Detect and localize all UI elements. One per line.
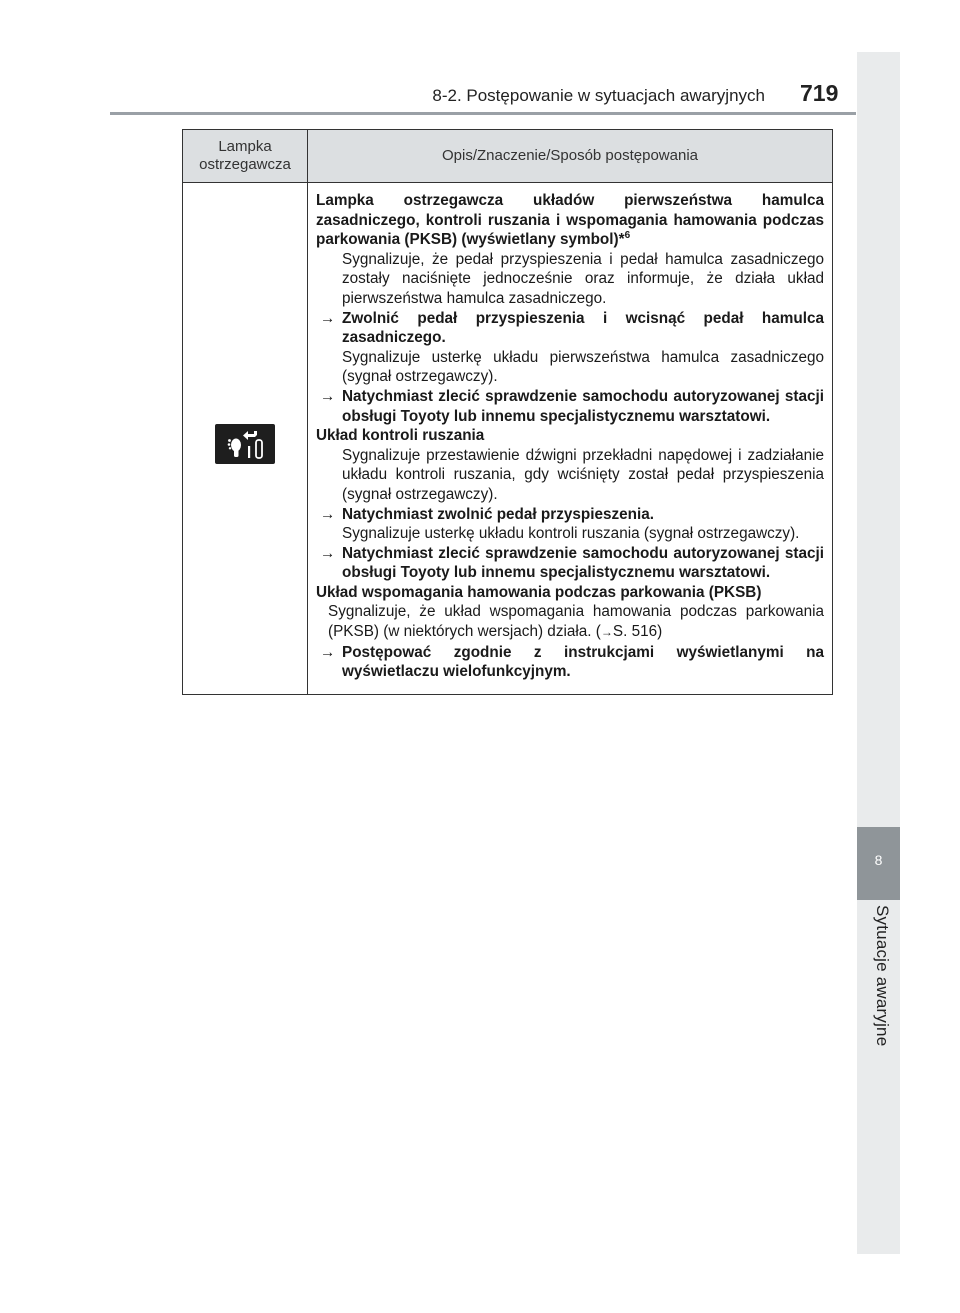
action-text: Postępować zgodnie z instrukcjami wyświetlanymi na wyświetlaczu wielofunkcyjnym. (342, 643, 824, 681)
page-reference[interactable]: S. 516) (612, 623, 663, 641)
description-paragraph: Sygnalizuje przestawienie dźwigni przekładni napędowej i zadziałanie układu kontroli ruszania, gdy wciśnięty został pedał przyspieszenia (sygnał ostrzegawczy). (342, 446, 824, 503)
footnote-marker: 6 (624, 230, 631, 242)
column-header-lamp-line2: ostrzegawcza (199, 156, 291, 173)
action-item (316, 309, 824, 348)
description-cell (308, 183, 833, 695)
warning-lamp-table (182, 129, 833, 695)
subsection-heading: Układ kontroli ruszania (316, 427, 485, 445)
table-header-row (183, 130, 833, 183)
action-item (316, 643, 824, 682)
subsection-heading: Układ wspomagania hamowania podczas parkowania (PKSB) (316, 583, 762, 601)
description-paragraph (316, 602, 824, 642)
arrow-icon: → (320, 309, 336, 327)
arrow-icon: → (320, 643, 336, 661)
action-text: Zwolnić pedał przyspieszenia i wcisnąć pedał hamulca zasadniczego. (342, 309, 824, 347)
column-header-description: Opis/Znaczenie/Sposób postępowania (308, 130, 833, 183)
page-number: 719 (800, 80, 839, 106)
action-text: Natychmiast zlecić sprawdzenie samochodu autoryzowanej stacji obsługi Toyoty lub innemu specjalistycznemu warsztatowi. (342, 544, 824, 582)
description-paragraph: Sygnalizuje usterkę układu pierwszeństwa hamulca zasadniczego (sygnał ostrzegawczy). (342, 348, 824, 386)
action-text: Natychmiast zlecić sprawdzenie samochodu autoryzowanej stacji obsługi Toyoty lub innemu specjalistycznemu warsztatowi. (342, 387, 824, 425)
chapter-number: 8 (874, 852, 883, 868)
action-item (316, 505, 824, 525)
description-paragraph: Sygnalizuje, że pedał przyspieszenia i pedał hamulca zasadniczego zostały naciśnięte jednocześnie oraz informuje, że działa układ pierwszeństwa hamulca zasadniczego. (342, 250, 824, 307)
header-rule (110, 112, 856, 115)
page-reference-arrow-icon: → (600, 625, 613, 640)
chapter-title: Sytuacje awaryjne (873, 905, 892, 1047)
column-header-lamp-line1: Lampka (218, 138, 272, 155)
accelerator-brake-pedal-warning-icon (215, 424, 275, 464)
table-row (183, 183, 833, 695)
lamp-title-text: Lampka ostrzegawcza układów pierwszeństwa hamulca zasadniczego, kontroli ruszania i wspomagania hamowania podczas parkowania (PKSB) (wyświetlany symbol)* (316, 192, 824, 249)
arrow-icon: → (320, 387, 336, 405)
arrow-icon: → (320, 544, 336, 562)
action-item (316, 387, 824, 426)
section-title: 8-2. Postępowanie w sytuacjach awaryjnych (432, 86, 765, 105)
action-text: Natychmiast zwolnić pedał przyspieszenia. (342, 505, 654, 523)
description-text: Sygnalizuje, że układ wspomagania hamowania podczas parkowania (PKSB) (w niektórych wersjach) działa. ( (328, 603, 824, 641)
column-header-lamp (183, 130, 308, 183)
description-paragraph: Sygnalizuje usterkę układu kontroli ruszania (sygnał ostrzegawczy). (342, 525, 800, 543)
lamp-cell (183, 183, 308, 695)
lamp-title (316, 191, 824, 250)
action-item (316, 544, 824, 583)
arrow-icon: → (320, 505, 336, 523)
